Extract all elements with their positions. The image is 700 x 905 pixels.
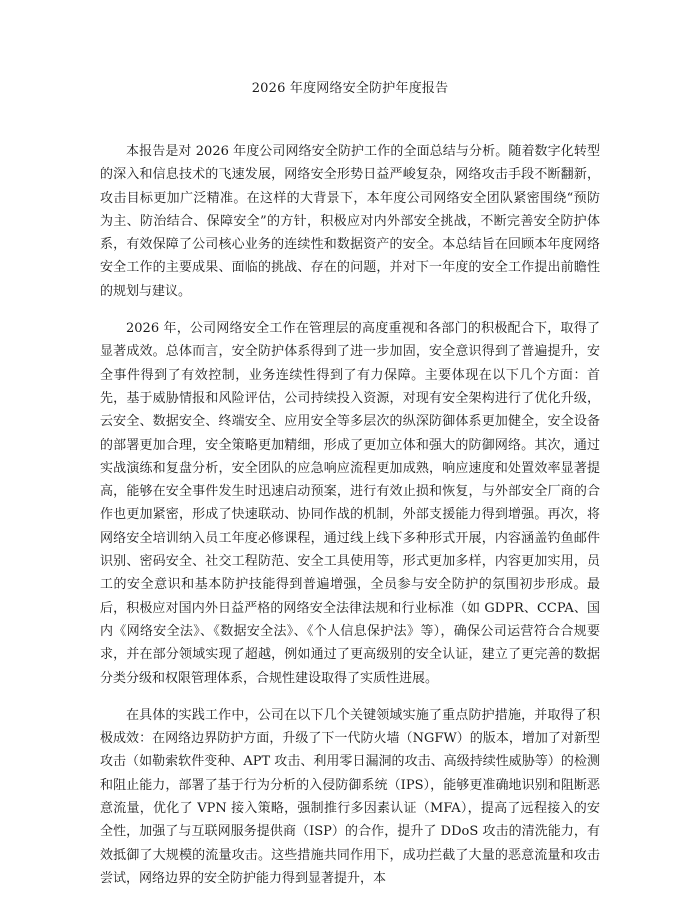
paragraph-intro: 本报告是对 2026 年度公司网络安全防护工作的全面总结与分析。随着数字化转型的深入和信息技术的飞速发展，网络安全形势日益严峻复杂，网络攻击手段不断翻新，攻击目标更加广泛精准。在这样的大背景下，本年度公司网络安全团队紧密围绕“预防为主、防治结合、保障安全”的方针，积极应对内外部安全挑战，不断完善安全防护体系，有效保障了公司核心业务的连续性和数据资产的安全。本总结旨在回顾本年度网络安全工作的主要成果、面临的挑战、存在的问题，并对下一年度的安全工作提出前瞻性的规划与建议。 [100, 144, 600, 299]
document-body [100, 140, 600, 904]
paragraph-measures: 在具体的实践工作中，公司在以下几个关键领域实施了重点防护措施，并取得了积极成效：在网络边界防护方面，升级了下一代防火墙（NGFW）的版本，增加了对新型攻击（如勒索软件变种、APT 攻击、利用零日漏洞的攻击、高级持续性威胁等）的检测和阻止能力，部署了基于行为分析的入侵防御系统（IPS），能够更准确地识别和阻断恶意流量，优化了 VPN 接入策略，强制推行多因素认证（MFA），提高了远程接入的安全性，加强了与互联网服务提供商（ISP）的合作，提升了 DDoS 攻击的清洗能力，有效抵御了大规模的流量攻击。这些措施共同作用下，成功拦截了大量的恶意流量和攻击尝试，网络边界的安全防护能力得到显著提升，本 [100, 707, 600, 886]
document-title: 2026 年度网络安全防护年度报告 [251, 81, 449, 96]
paragraph-achievements: 2026 年，公司网络安全工作在管理层的高度重视和各部门的积极配合下，取得了显著成效。总体而言，安全防护体系得到了进一步加固，安全意识得到了普遍提升，安全事件得到了有效控制，业务连续性得到了有力保障。主要体现在以下几个方面：首先，基于威胁情报和风险评估，公司持续投入资源，对现有安全架构进行了优化升级，云安全、数据安全、终端安全、应用安全等多层次的纵深防御体系更加健全，安全设备的部署更加合理，安全策略更加精细，形成了更加立体和强大的防御网络。其次，通过实战演练和复盘分析，安全团队的应急响应流程更加成熟，响应速度和处置效率显著提高，能够在安全事件发生时迅速启动预案，进行有效止损和恢复，与外部安全厂商的合作也更加紧密，形成了快速联动、协同作战的机制，外部支援能力得到增强。再次，将网络安全培训纳入员工年度必修课程，通过线上线下多种形式开展，内容涵盖钓鱼邮件识别、密码安全、社交工程防范、安全工具使用等，形式更加多样，内容更加实用，员工的安全意识和基本防护技能得到普遍增强，全员参与安全防护的氛围初步形成。最后，积极应对国内外日益严格的网络安全法律法规和行业标准（如 GDPR、CCPA、国内《网络安全法》、《数据安全法》、《个人信息保护法》等），确保公司运营符合合规要求，并在部分领域实现了超越，例如通过了更高级别的安全认证，建立了更完善的数据分类分级和权限管理体系，合规性建设取得了实质性进展。 [100, 321, 600, 686]
